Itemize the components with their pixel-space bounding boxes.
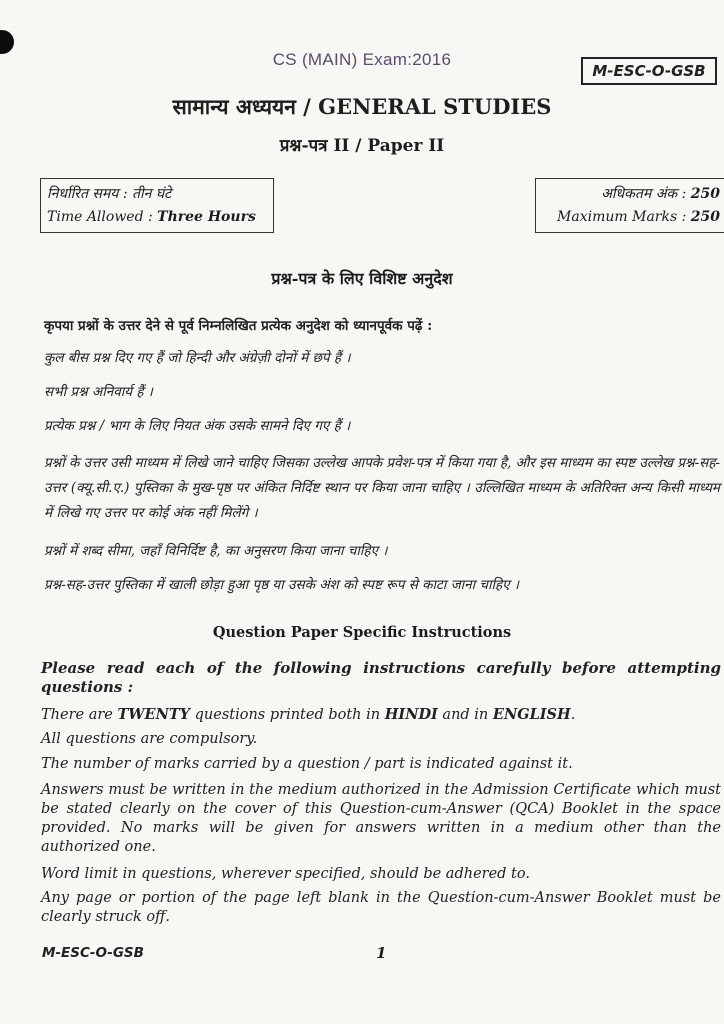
english-instruction-item: Any page or portion of the page left blank in the Question-cum-Answer Booklet must be clearly struck off. (41, 890, 721, 925)
item1-hindi: HINDI (384, 706, 438, 723)
marks-hindi-value: 250 (690, 186, 720, 202)
english-instruction-item: The number of marks carried by a question / part is indicated against it. (41, 756, 573, 772)
hindi-instructions-lead: कृपया प्रश्नों के उत्तर देने से पूर्व निम्नलिखित प्रत्येक अनुदेश को ध्यानपूर्वक पढ़ें : (44, 318, 433, 334)
time-english-value: Three Hours (157, 209, 256, 225)
hindi-instruction-item: कुल बीस प्रश्न दिए गए हैं जो हिन्दी और अंग्रेज़ी दोनों में छपे हैं । (44, 350, 351, 366)
english-instruction-item: Answers must be written in the medium authorized in the Admission Certificate which must be stated clearly on the cover of this Question-cum-Answer (QCA) Booklet in the space provided. No marks will be given for answers written in a medium other than the authorized one. (41, 782, 721, 855)
marks-hindi (542, 183, 720, 206)
footer-paper-code: M-ESC-O-GSB (42, 945, 144, 961)
item1-english: ENGLISH (492, 706, 571, 723)
marks-english-value: 250 (690, 209, 720, 225)
item1-text-e: and in (437, 707, 493, 723)
paper-title: प्रश्न-पत्र II / Paper II (279, 136, 445, 156)
hindi-instructions-heading: प्रश्न-पत्र के लिए विशिष्ट अनुदेश (271, 269, 453, 288)
item1-count: TWENTY (117, 706, 191, 723)
hindi-instruction-item: प्रश्न-सह-उत्तर पुस्तिका में खाली छोड़ा हुआ पृष्ठ या उसके अंश को स्पष्ट रूप से काटा जाना चाहिए । (44, 577, 519, 593)
time-english-label: Time Allowed : (47, 209, 158, 225)
exam-title: CS (MAIN) Exam:2016 (272, 50, 452, 69)
marks-hindi-label: अधिकतम अंक : (601, 186, 691, 202)
time-hindi: निर्धारित समय : तीन घंटे (47, 186, 172, 202)
time-english (47, 206, 267, 229)
item1-text-c: questions printed both in (190, 707, 385, 723)
page-number: 1 (376, 944, 387, 962)
english-instructions-heading: Question Paper Specific Instructions (212, 624, 512, 641)
paper-code-box: M-ESC-O-GSB (581, 57, 717, 85)
hindi-instruction-item: प्रश्नों में शब्द सीमा, जहाँ विनिर्दिष्ट है, का अनुसरण किया जाना चाहिए । (44, 543, 388, 559)
hindi-instruction-item: प्रश्नों के उत्तर उसी माध्यम में लिखे जाने चाहिए जिसका उल्लेख आपके प्रवेश-पत्र में किया गया है, और इस माध्यम का स्पष्ट उल्लेख प्रश्न-सह-उत्तर (क्यू.सी.ए.) पुस्तिका के मुख-पृष्ठ पर अंकित निर्दिष्ट स्थान पर किया जाना चाहिए । उल्लिखित माध्यम के अतिरिक्त अन्य किसी माध्यम में लिखे गए उत्तर पर कोई अंक नहीं मिलेंगे । (44, 455, 720, 521)
english-instructions-lead: Please read each of the following instructions carefully before attempting questions : (41, 659, 721, 696)
item1-text-g: . (570, 707, 576, 723)
hindi-instruction-item: सभी प्रश्न अनिवार्य हैं । (44, 384, 153, 400)
subject-title: सामान्य अध्ययन / GENERAL STUDIES (172, 94, 552, 119)
english-instruction-item (41, 705, 721, 725)
time-allowed-box (40, 178, 274, 233)
english-instruction-item: All questions are compulsory. (41, 731, 258, 747)
english-instruction-item: Word limit in questions, wherever specified, should be adhered to. (41, 866, 530, 882)
item1-text-a: There are (41, 707, 118, 723)
marks-english (542, 206, 720, 229)
hindi-instruction-item: प्रत्येक प्रश्न / भाग के लिए नियत अंक उसके सामने दिए गए हैं । (44, 418, 351, 434)
marks-english-label: Maximum Marks : (557, 209, 691, 225)
maximum-marks-box (535, 178, 724, 233)
